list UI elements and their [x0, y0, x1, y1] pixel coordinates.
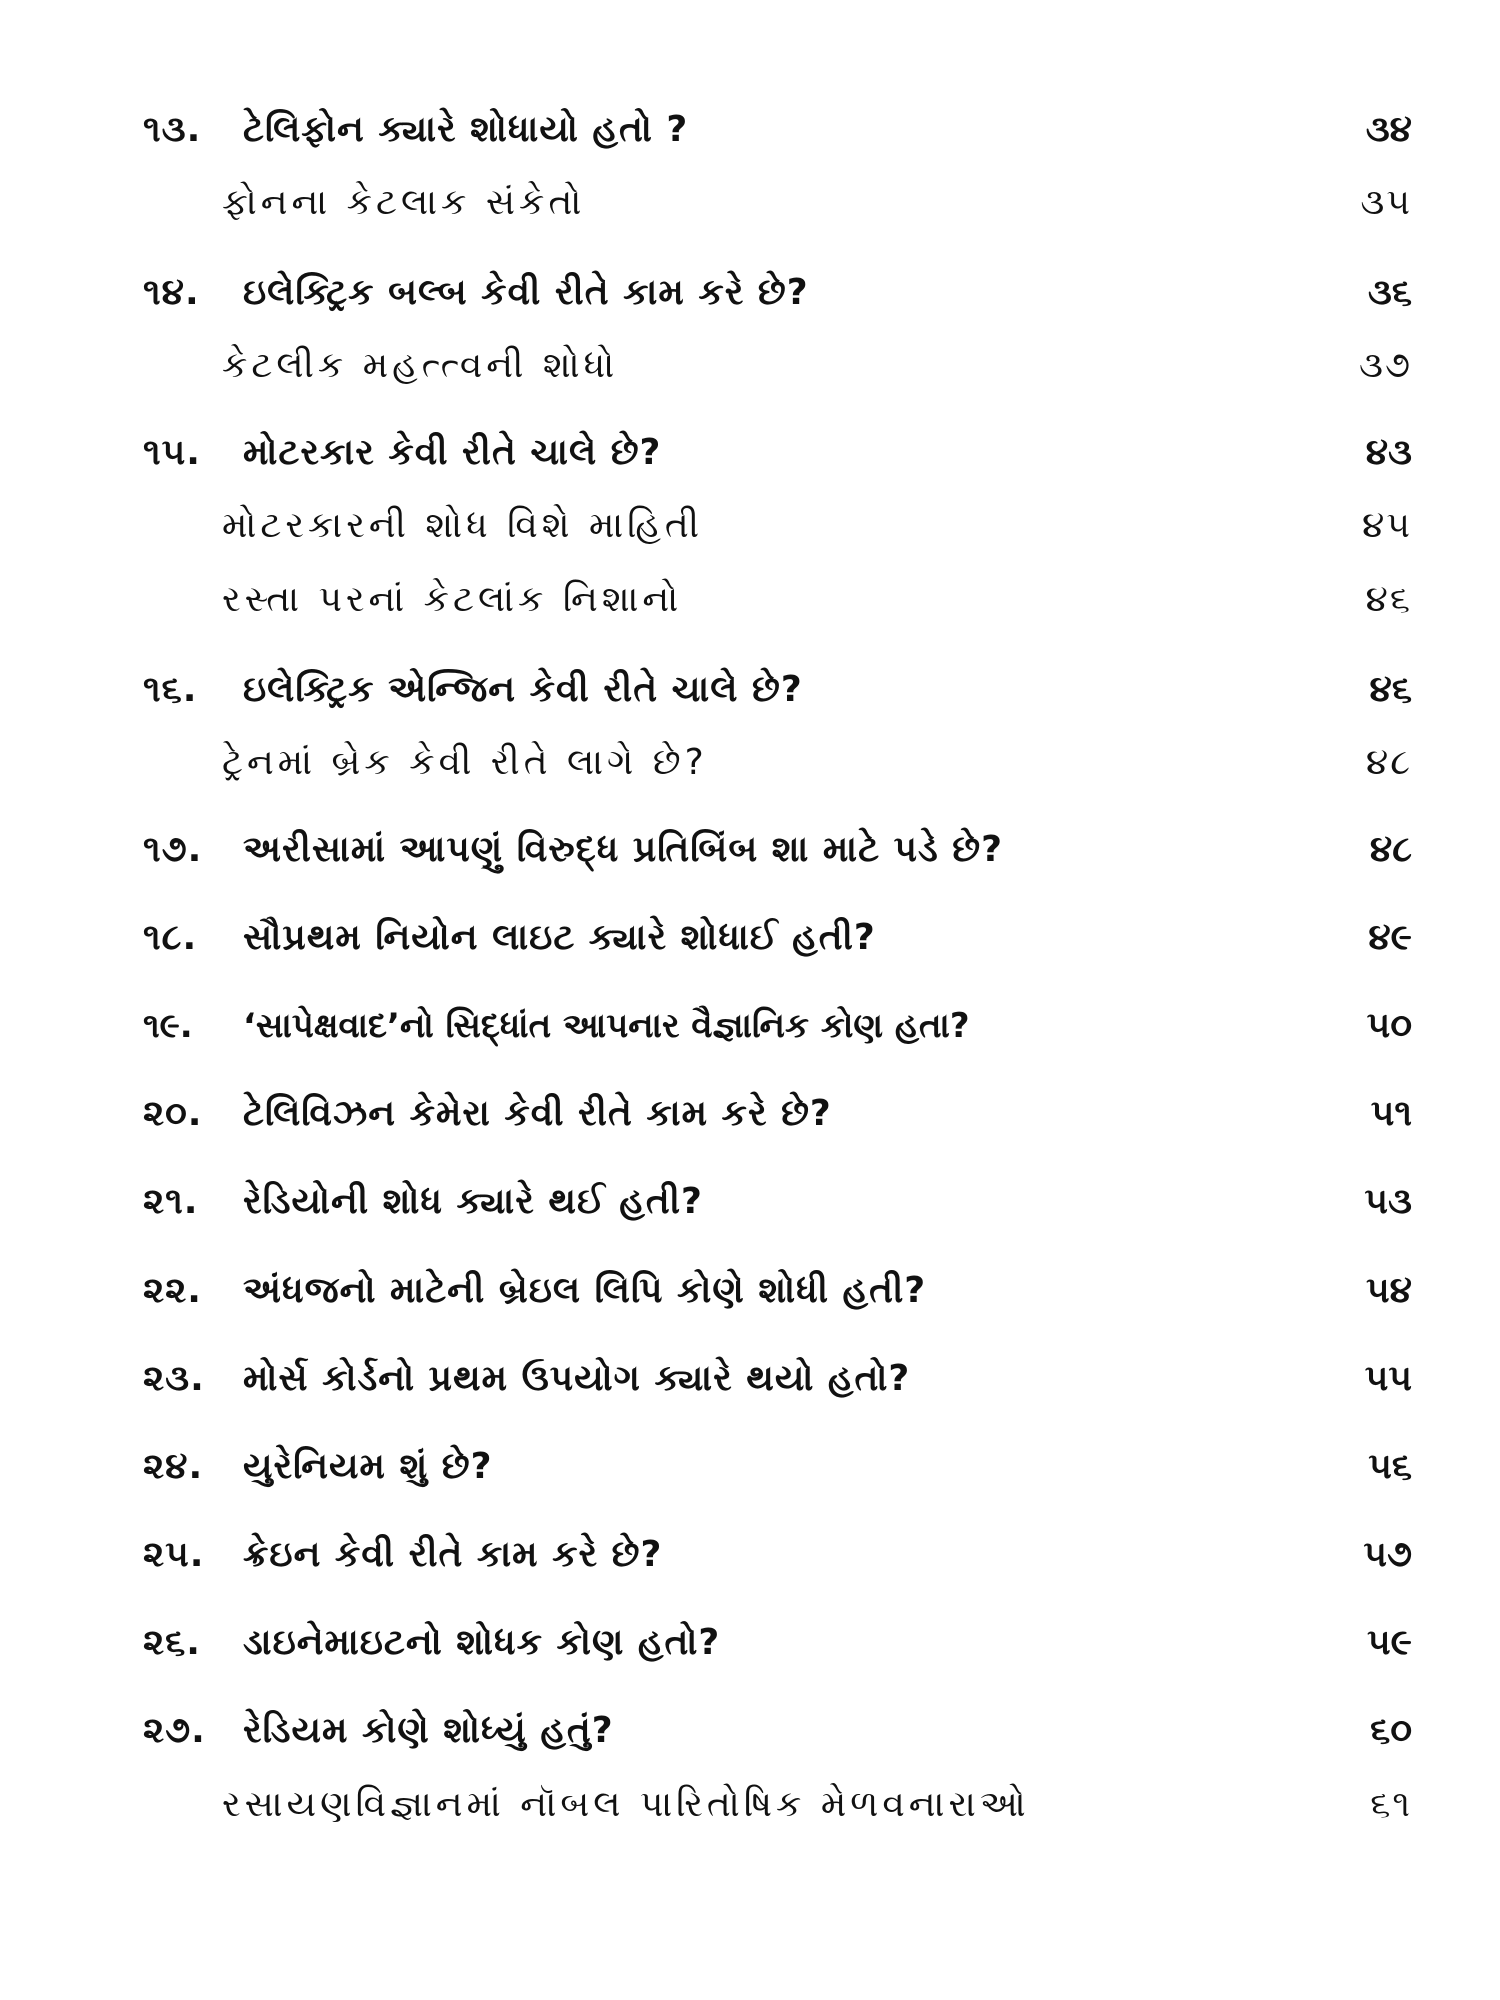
entry-label: [143, 1270, 926, 1312]
page-number: ૫૬: [1368, 1446, 1412, 1487]
entry-label: [143, 1446, 493, 1488]
toc-entry[interactable]: [0, 1608, 1500, 1678]
page-number: ૪૮: [1369, 829, 1412, 870]
entry-number: ૨૧.: [143, 1181, 199, 1222]
entry-title: ટ્રેનમાં બ્રેક કેવી રીતે લાગે છે?: [222, 742, 708, 783]
entry-title: રેડિયોની શોધ ક્યારે થઈ હતી?: [243, 1181, 703, 1222]
entry-title: ડાઇનેમાઇટનો શોધક કોણ હતો?: [243, 1622, 721, 1663]
entry-label: [143, 1093, 832, 1135]
entry-title: કેટલીક મહત્ત્વની શોધો: [222, 345, 619, 386]
page-number: ૫૧: [1370, 1093, 1412, 1134]
entry-number: ૨૬.: [143, 1622, 201, 1663]
entry-number: ૨૭.: [143, 1710, 206, 1751]
page-number: ૪૩: [1365, 432, 1412, 473]
page-number: ૫૫: [1364, 1358, 1412, 1399]
toc-entry[interactable]: [0, 1344, 1500, 1414]
toc-entry[interactable]: [0, 655, 1500, 725]
entry-label: [143, 1181, 703, 1223]
page-number: ૩૫: [1360, 182, 1412, 223]
page-number: ૪૫: [1362, 505, 1412, 546]
page-number: ૫૯: [1367, 1622, 1412, 1663]
entry-label: [143, 1710, 614, 1752]
entry-number: ૨૦.: [143, 1093, 203, 1134]
toc-entry[interactable]: [0, 1432, 1500, 1502]
entry-number: ૨૨.: [143, 1270, 202, 1311]
entry-number: ૨૫.: [143, 1534, 205, 1575]
entry-title: રસાયણવિજ્ઞાનમાં નૉબલ પારિતોષિક મેળવનારાઓ: [222, 1784, 1030, 1825]
entry-label: [143, 272, 809, 314]
toc-entry[interactable]: [0, 991, 1500, 1061]
entry-number: ૨૩.: [143, 1358, 205, 1399]
entry-title: ટેલિફોન ક્યારે શોધાયો હતો ?: [243, 109, 689, 150]
entry-title: અંધજનો માટેની બ્રેઇલ લિપિ કોણે શોધી હતી?: [243, 1270, 927, 1311]
entry-label: [143, 1006, 970, 1046]
toc-entry[interactable]: [0, 418, 1500, 488]
page-number: ૬૧: [1370, 1784, 1412, 1825]
toc-entry[interactable]: [0, 1520, 1500, 1590]
entry-label: [143, 432, 661, 474]
entry-label: [143, 829, 1003, 871]
entry-number: ૧૩.: [143, 109, 202, 150]
entry-label: [143, 1534, 662, 1576]
page-number: ૪૬: [1365, 579, 1412, 620]
toc-subentry[interactable]: [0, 1770, 1500, 1840]
toc-entry[interactable]: [0, 1167, 1500, 1237]
entry-title: સૌપ્રથમ નિયોન લાઇટ ક્યારે શોધાઈ હતી?: [243, 917, 876, 958]
page-number: ૫૪: [1366, 1270, 1412, 1311]
entry-title: મોટરકારની શોધ વિશે માહિતી: [222, 505, 704, 546]
toc-subentry[interactable]: [0, 331, 1500, 401]
page-number: ૪૮: [1365, 742, 1412, 783]
page-number: ૫૩: [1364, 1181, 1412, 1222]
entry-title: ટેલિવિઝન કેમેરા કેવી રીતે કામ કરે છે?: [243, 1093, 832, 1134]
entry-number: ૨૪.: [143, 1446, 204, 1487]
page-number: ૩૪: [1365, 109, 1412, 150]
page-number: ૩૭: [1359, 345, 1412, 386]
entry-title: રેડિયમ કોણે શોધ્યું હતું?: [243, 1710, 614, 1751]
page-number: ૬૦: [1370, 1710, 1412, 1751]
toc-entry[interactable]: [0, 1079, 1500, 1149]
entry-title: ઇલેક્ટ્રિક એન્જિન કેવી રીતે ચાલે છે?: [243, 669, 803, 710]
entry-label: [143, 1622, 720, 1664]
toc-entry[interactable]: [0, 903, 1500, 973]
entry-title: રસ્તા પરનાં કેટલાંક નિશાનો: [222, 579, 683, 620]
entry-title: યુરેનિયમ શું છે?: [243, 1446, 493, 1487]
entry-title: ક્રેઇન કેવી રીતે કામ કરે છે?: [243, 1534, 663, 1575]
page-number: ૩૬: [1367, 272, 1412, 313]
entry-number: ૧૬.: [143, 669, 198, 710]
toc-entry[interactable]: [0, 1256, 1500, 1326]
entry-title: મોટરકાર કેવી રીતે ચાલે છે?: [243, 432, 662, 473]
entry-number: ૧૮.: [143, 917, 198, 958]
toc-subentry[interactable]: [0, 728, 1500, 798]
entry-label: [143, 669, 803, 711]
toc-entry[interactable]: [0, 95, 1500, 165]
page-number: ૪૬: [1369, 669, 1412, 710]
entry-title: ‘સાપેક્ષવાદ’નો સિદ્ધાંત આપનાર વૈજ્ઞાનિક કોણ હતા?: [243, 1006, 970, 1046]
toc-entry[interactable]: [0, 258, 1500, 328]
entry-title: ફોનના કેટલાક સંકેતો: [222, 182, 586, 223]
toc-subentry[interactable]: [0, 168, 1500, 238]
page-number: ૫૭: [1363, 1534, 1412, 1575]
toc-entry[interactable]: [0, 815, 1500, 885]
toc-subentry[interactable]: [0, 491, 1500, 561]
entry-number: ૧૯.: [143, 1006, 193, 1046]
toc-subentry[interactable]: [0, 565, 1500, 635]
entry-title: ઇલેક્ટ્રિક બલ્બ કેવી રીતે કામ કરે છે?: [243, 272, 809, 313]
entry-label: [143, 1358, 910, 1400]
entry-title: અરીસામાં આપણું વિરુદ્ધ પ્રતિબિંબ શા માટે પડે છે?: [243, 829, 1003, 870]
entry-label: [143, 917, 876, 959]
entry-label: [143, 109, 688, 151]
entry-number: ૧૪.: [143, 272, 200, 313]
page-number: ૫૦: [1366, 1005, 1412, 1046]
entry-number: ૧૭.: [143, 829, 203, 870]
toc-entry[interactable]: [0, 1696, 1500, 1766]
page-number: ૪૯: [1368, 917, 1412, 958]
entry-title: મોર્સ કોર્ડનો પ્રથમ ઉપયોગ ક્યારે થયો હતો?: [243, 1358, 911, 1399]
entry-number: ૧૫.: [143, 432, 201, 473]
